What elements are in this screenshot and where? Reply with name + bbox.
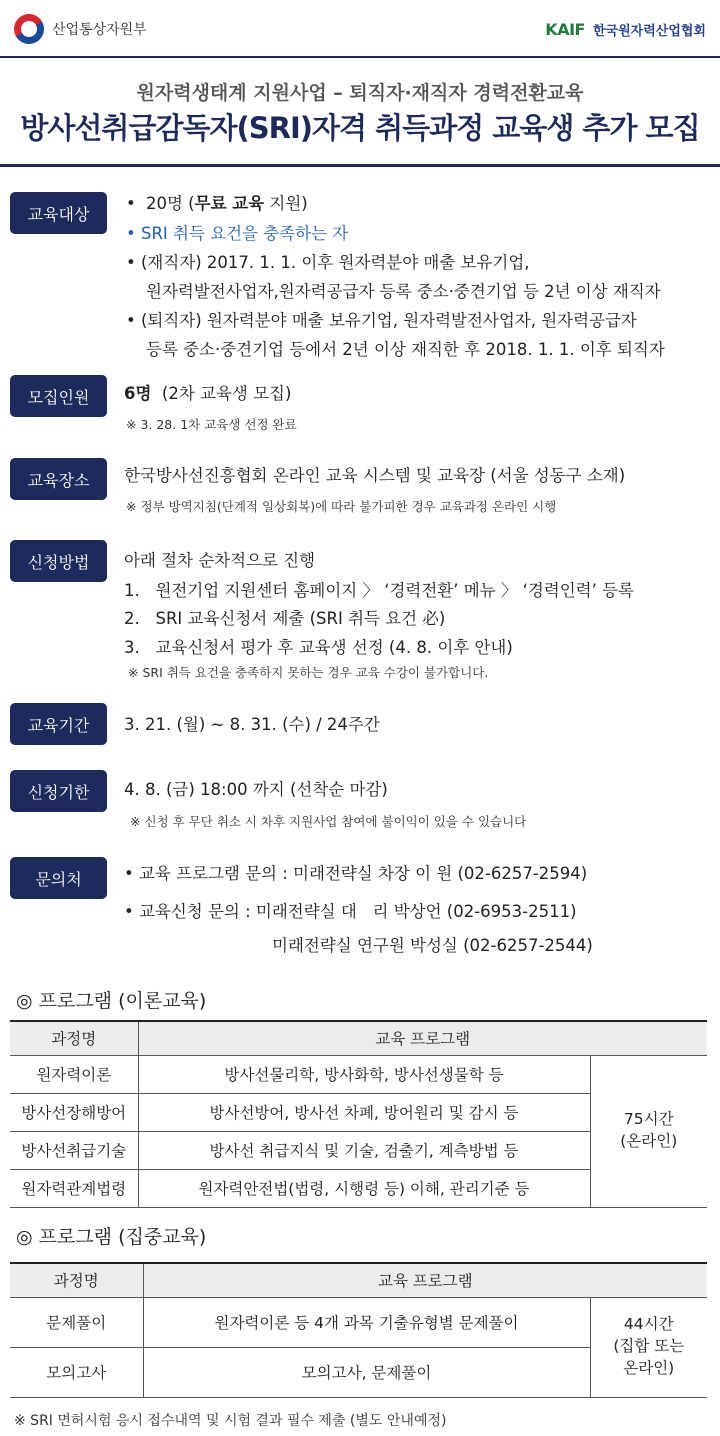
course-program: 원자력안전법(법령, 시행령 등) 이해, 관리기준 등 xyxy=(138,1169,590,1207)
label-place: 교육장소 xyxy=(10,458,107,500)
course-program: 원자력이론 등 4개 과목 기출유형별 문제풀이 xyxy=(143,1297,590,1347)
header-divider xyxy=(0,56,720,58)
intensive-table xyxy=(10,1262,707,1398)
theory-hours xyxy=(590,1055,707,1207)
theory-table xyxy=(10,1020,707,1208)
theory-hours-value: 75시간 xyxy=(623,1110,674,1129)
label-deadline: 신청기한 xyxy=(10,770,107,812)
course-program: 방사선 취급지식 및 기술, 검출기, 계측방법 등 xyxy=(138,1131,590,1169)
target-line-3: • (재직자) 2017. 1. 1. 이후 원자력분야 매출 보유기업, xyxy=(126,253,530,272)
intensive-heading: ◎ 프로그램 (집중교육) xyxy=(16,1226,207,1248)
target-line-6: 등록 중소·중견기업 등에서 2년 이상 재직한 후 2018. 1. 1. 이후 퇴직자 xyxy=(146,340,665,359)
target-line-1: • 20명 (무료 교육 지원) xyxy=(126,194,308,213)
deadline-note: ※ 신청 후 무단 취소 시 차후 지원사업 참여에 불이익이 있을 수 있습니다 xyxy=(130,814,527,829)
intensive-hours-value: 44시간 xyxy=(623,1315,674,1334)
contact-line-3: 미래전략실 연구원 박성실 (02-6257-2544) xyxy=(272,936,593,955)
theory-heading: ◎ 프로그램 (이론교육) xyxy=(16,990,207,1012)
course-name: 모의고사 xyxy=(10,1347,143,1397)
theory-header-row xyxy=(10,1021,707,1055)
table-row xyxy=(10,1297,707,1347)
theory-col-name: 과정명 xyxy=(10,1021,138,1055)
top-header xyxy=(0,0,720,58)
association-logo xyxy=(545,20,706,39)
course-program: 방사선방어, 방사선 차폐, 방어원리 및 감시 등 xyxy=(138,1093,590,1131)
label-period: 교육기간 xyxy=(10,703,107,745)
course-name: 원자력이론 xyxy=(10,1055,138,1093)
course-name: 방사선취급기술 xyxy=(10,1131,138,1169)
course-name: 문제풀이 xyxy=(10,1297,143,1347)
ministry-name: 산업통상자원부 xyxy=(52,22,147,38)
page-subtitle: 원자력생태계 지원사업 – 퇴직자·재직자 경력전환교육 xyxy=(136,82,584,104)
target-line-4: 원자력발전사업자,원자력공급자 등록 중소·중견기업 등 2년 이상 재직자 xyxy=(146,282,661,301)
apply-step-1: 1. 원전기업 지원센터 홈페이지 〉 ‘경력전환’ 메뉴 〉 ‘경력인력’ 등록 xyxy=(124,581,634,600)
course-name: 원자력관계법령 xyxy=(10,1169,138,1207)
contact-line-2: • 교육신청 문의 : 미래전략실 대 리 박상언 (02-6953-2511) xyxy=(124,902,577,921)
label-recruit: 모집인원 xyxy=(10,375,107,417)
title-divider xyxy=(0,164,720,167)
intensive-hours-mode-2: 온라인) xyxy=(623,1358,675,1377)
intensive-col-program: 교육 프로그램 xyxy=(143,1263,707,1297)
target-line-2: • SRI 취득 요건을 충족하는 자 xyxy=(126,224,349,243)
recruit-count: 6명 xyxy=(124,384,152,403)
theory-col-program: 교육 프로그램 xyxy=(138,1021,707,1055)
label-contact: 문의처 xyxy=(10,857,107,899)
intensive-hours xyxy=(590,1297,707,1397)
label-apply: 신청방법 xyxy=(10,540,107,582)
course-name: 방사선장해방어 xyxy=(10,1093,138,1131)
kaif-logo: KAIF xyxy=(545,20,585,39)
place-text: 한국방사선진흥협회 온라인 교육 시스템 및 교육장 (서울 성동구 소재) xyxy=(124,466,626,485)
table-row xyxy=(10,1055,707,1093)
taegeuk-emblem-icon xyxy=(9,9,50,50)
period-text: 3. 21. (월) ~ 8. 31. (수) / 24주간 xyxy=(124,715,380,734)
apply-step-3: 3. 교육신청서 평가 후 교육생 선정 (4. 8. 이후 안내) xyxy=(124,638,513,657)
course-program: 방사선물리학, 방사화학, 방사선생물학 등 xyxy=(138,1055,590,1093)
ministry-logo xyxy=(14,14,147,44)
recruit-line xyxy=(124,380,291,404)
theory-hours-mode: (온라인) xyxy=(620,1132,678,1150)
apply-step-2: 2. SRI 교육신청서 제출 (SRI 취득 요건 必) xyxy=(124,609,446,628)
recruit-note: ※ 3. 28. 1차 교육생 선정 완료 xyxy=(126,417,297,432)
recruit-detail: (2차 교육생 모집) xyxy=(161,384,292,403)
intensive-header-row xyxy=(10,1263,707,1297)
label-target: 교육대상 xyxy=(10,192,107,234)
target-line-5: • (퇴직자) 원자력분야 매출 보유기업, 원자력발전사업자, 원자력공급자 xyxy=(126,311,637,330)
footer-note: ※ SRI 면허시험 응시 접수내역 및 시험 결과 필수 제출 (별도 안내예정) xyxy=(14,1413,447,1429)
intensive-col-name: 과정명 xyxy=(10,1263,143,1297)
course-program: 모의고사, 문제풀이 xyxy=(143,1347,590,1397)
apply-note: ※ SRI 취득 요건을 충족하지 못하는 경우 교육 수강이 불가합니다. xyxy=(128,665,489,680)
apply-intro: 아래 절차 순차적으로 진행 xyxy=(124,551,316,570)
contact-line-1: • 교육 프로그램 문의 : 미래전략실 차장 이 원 (02-6257-2594) xyxy=(124,864,588,883)
intensive-hours-mode-1: (집합 또는 xyxy=(613,1337,685,1356)
place-note: ※ 정부 방역지침(단계적 일상회복)에 따라 불가피한 경우 교육과정 온라인 시행 xyxy=(126,499,557,514)
association-name: 한국원자력산업협회 xyxy=(592,24,706,39)
deadline-text: 4. 8. (금) 18:00 까지 (선착순 마감) xyxy=(124,780,388,799)
page-title: 방사선취급감독자(SRI)자격 취득과정 교육생 추가 모집 xyxy=(20,111,700,145)
